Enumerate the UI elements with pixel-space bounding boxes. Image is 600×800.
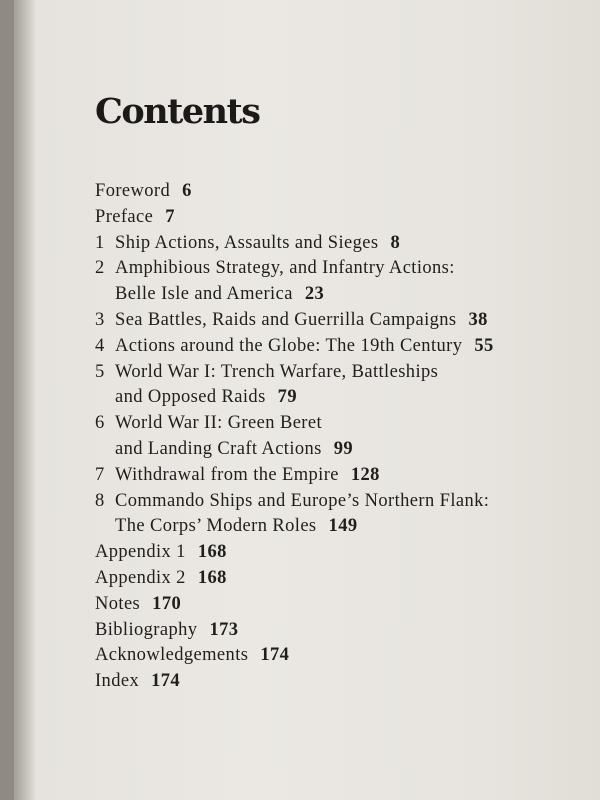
- entry-title: World War I: Trench Warfare, Battleships: [115, 361, 439, 382]
- entry-title: Bibliography: [95, 619, 198, 640]
- toc-entry-chapter-6: [95, 411, 585, 463]
- entry-title-continued: and Opposed Raids: [115, 387, 266, 408]
- entry-page-number: 174: [151, 671, 181, 692]
- entry-title-continued: The Corps’ Modern Roles: [115, 516, 317, 537]
- toc-entry-chapter-1: [95, 231, 585, 257]
- entry-page-number: 173: [209, 619, 239, 640]
- toc-entry-chapter-2: [95, 256, 585, 308]
- entry-page-number: 149: [328, 516, 358, 537]
- entry-title: Commando Ships and Europe’s Northern Flank:: [115, 490, 490, 511]
- entry-title: Foreword: [95, 181, 171, 201]
- table-of-contents: [95, 179, 585, 695]
- entry-page-number: 7: [165, 206, 175, 227]
- entry-title: Index: [95, 671, 140, 692]
- toc-entry-chapter-4: [95, 334, 585, 360]
- entry-page-number: 79: [277, 387, 297, 408]
- entry-page-number: 170: [152, 593, 182, 614]
- entry-line-2: [95, 282, 585, 308]
- entry-page-number: 23: [304, 284, 325, 305]
- chapter-number: 5: [95, 361, 105, 382]
- toc-entry-foreword: [95, 179, 585, 205]
- entry-line-1: [95, 360, 585, 386]
- chapter-number: 6: [95, 413, 105, 434]
- entry-title: Withdrawal from the Empire: [115, 464, 339, 485]
- entry-page-number: 8: [390, 232, 401, 253]
- entry-line-1: [95, 411, 585, 437]
- chapter-number: 7: [95, 464, 105, 485]
- toc-entry-preface: [95, 205, 585, 231]
- toc-entry-acknowledgements: [95, 643, 585, 669]
- entry-title-continued: Belle Isle and America: [115, 284, 293, 305]
- entry-title: Appendix 1: [95, 542, 186, 563]
- chapter-number: 8: [95, 490, 105, 511]
- entry-line-1: [95, 489, 585, 515]
- entry-title: Notes: [95, 593, 141, 614]
- entry-title: Ship Actions, Assaults and Sieges: [115, 232, 379, 253]
- entry-title: World War II: Green Beret: [115, 413, 323, 434]
- entry-title: Actions around the Globe: The 19th Century: [115, 335, 463, 356]
- chapter-number: 2: [95, 258, 105, 279]
- entry-page-number: 38: [468, 309, 488, 330]
- toc-entry-bibliography: [95, 618, 585, 644]
- toc-entry-index: [95, 669, 585, 695]
- book-page: [14, 0, 600, 800]
- entry-line-2: [95, 385, 585, 411]
- entry-line-2: [95, 437, 585, 463]
- entry-page-number: 6: [182, 181, 192, 201]
- entry-title: Preface: [95, 206, 154, 227]
- entry-page-number: 99: [333, 438, 354, 459]
- toc-entry-chapter-7: [95, 463, 585, 489]
- toc-entry-appendix-2: [95, 566, 585, 592]
- toc-entry-chapter-5: [95, 360, 585, 412]
- entry-page-number: 55: [474, 335, 494, 356]
- entry-title-continued: and Landing Craft Actions: [115, 438, 322, 459]
- chapter-number: 1: [95, 232, 105, 253]
- entry-page-number: 168: [197, 567, 227, 588]
- chapter-number: 4: [95, 335, 105, 356]
- entry-title: Sea Battles, Raids and Guerrilla Campaigns: [115, 309, 457, 330]
- entry-page-number: 168: [197, 542, 227, 563]
- entry-title: Acknowledgements: [95, 645, 249, 666]
- entry-line-2: [95, 514, 585, 540]
- page-title: Contents: [95, 91, 260, 132]
- entry-page-number: 128: [350, 464, 380, 485]
- entry-title: Appendix 2: [95, 567, 186, 588]
- entry-line-1: [95, 256, 585, 282]
- spine-shadow: [14, 0, 36, 800]
- toc-entry-appendix-1: [95, 540, 585, 566]
- entry-title: Amphibious Strategy, and Infantry Actions:: [115, 258, 455, 279]
- toc-entry-notes: [95, 592, 585, 618]
- chapter-number: 3: [95, 309, 105, 330]
- toc-entry-chapter-3: [95, 308, 585, 334]
- entry-page-number: 174: [260, 645, 290, 666]
- toc-entry-chapter-8: [95, 489, 585, 541]
